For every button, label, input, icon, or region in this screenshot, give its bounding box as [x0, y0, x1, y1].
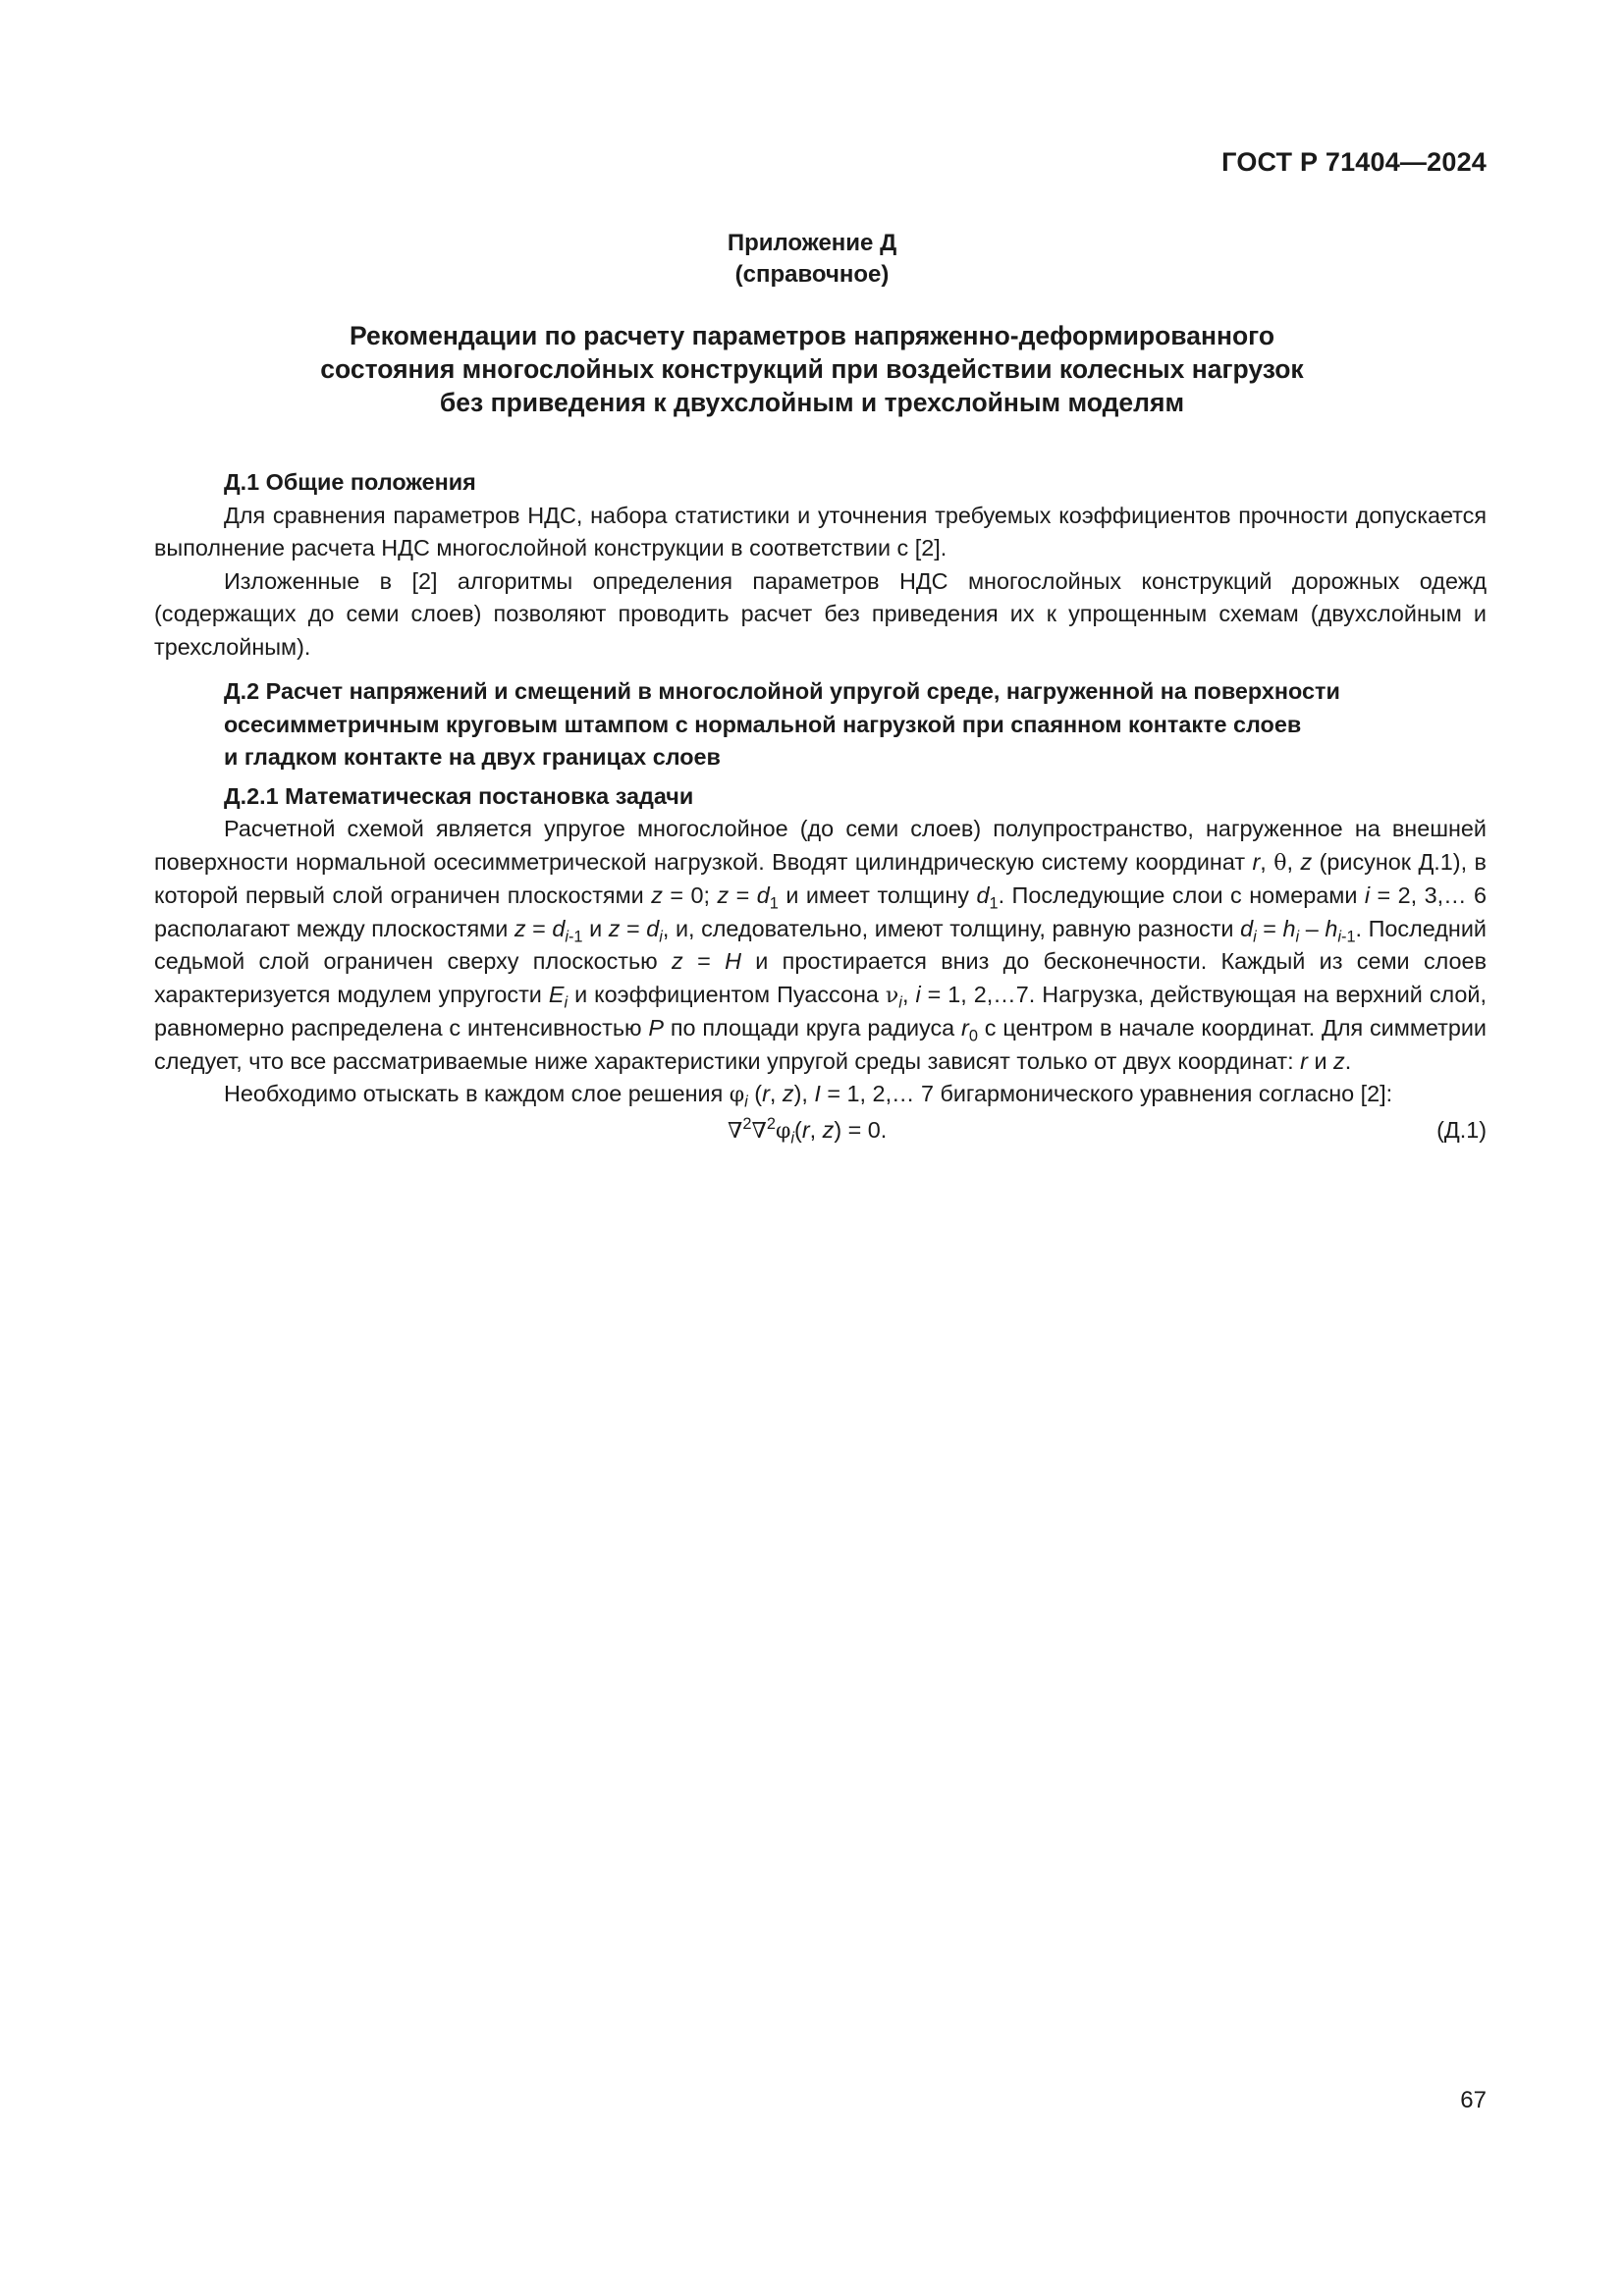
formula-d1: [154, 1114, 1487, 1148]
annex-heading: [0, 228, 1624, 291]
section-d2-heading: [154, 675, 1487, 774]
section-d1-paragraph-2: Изложенные в [2] алгоритмы определения параметров НДС многослойных конструкций дорожных одежд (содержащих до семи слоев) позволяют проводить расчет без приведения их к упрощенным схемам (двухслойным и трехслойным).: [154, 567, 1487, 660]
section-d2-heading-line: и гладком контакте на двух границах слоев: [224, 744, 721, 770]
annex-title-line: без приведения к двухслойным и трехслойным моделям: [439, 388, 1185, 417]
page-number: 67: [1460, 2087, 1487, 2113]
annex-type: (справочное): [734, 261, 890, 288]
formula-d1-expression: $\nabla^2\nabla^2\varphi_i(r$, z) = 0.: [728, 1114, 888, 1148]
section-d2-1-heading: Д.2.1 Математическая постановка задачи: [224, 782, 694, 809]
section-d2-heading-line: осесимметричным круговым штампом с нормальной нагрузкой при спаянном контакте слоев: [224, 711, 1302, 737]
annex-title: [245, 319, 1379, 419]
annex-label: Приложение Д: [727, 230, 897, 256]
section-d2-1-paragraph-2: Необходимо отыскать в каждом слое решения $\varphi_i$ (r, z), I = 1, 2,… 7 бигармонического уравнения согласно [2]:: [224, 1081, 1393, 1111]
standard-designation: ГОСТ Р 71404—2024: [1221, 147, 1487, 177]
section-d1-heading: Д.1 Общие положения: [224, 469, 476, 495]
section-d2-1-paragraph-1: Расчетной схемой является упругое многослойное (до семи слоев) полупространство, нагруженное на внешней поверхности нормальной осесимметрической нагрузкой. Вводят цилиндрическую систему координат r, θ, z (рисунок Д.1), в которой первый слой ограничен плоскостями z = 0; $z = d_1$ и имеет толщину $d_1$. Последующие слои с номерами i = 2, 3,… 6 располагают между плоскостями $z = d_{i-1}$ и $z = d_i$, и, следовательно, имеют толщину, равную разности $d_i = h_i - h_{i-1}$. Последний седьмой слой ограничен сверху плоскостью z = H и простирается вниз до бесконечности. Каждый из семи слоев характеризуется модулем упругости $E_i$ и коэффициентом Пуассона $\nu_i$, i = 1, 2,…7. Нагрузка, действующая на верхний слой, равномерно распределена с интенсивностью P по площади круга радиуса $r_0$ с центром в начале координат. Для симметрии следует, что все рассматриваемые ниже характеристики упругой среды зависят только от двух координат: r и z.: [154, 816, 1488, 1074]
annex-title-line: Рекомендации по расчету параметров напряженно-деформированного: [349, 321, 1275, 350]
formula-d1-number: (Д.1): [1436, 1116, 1487, 1143]
annex-title-line: состояния многослойных конструкций при воздействии колесных нагрузок: [320, 354, 1304, 384]
section-d2-heading-line: Д.2 Расчет напряжений и смещений в многослойной упругой среде, нагруженной на поверхности: [224, 678, 1340, 704]
section-d1-paragraph-1: Для сравнения параметров НДС, набора статистики и уточнения требуемых коэффициентов прочности допускается выполнение расчета НДС многослойной конструкции в соответствии с [2].: [154, 502, 1487, 561]
main-content: [154, 466, 1487, 1148]
